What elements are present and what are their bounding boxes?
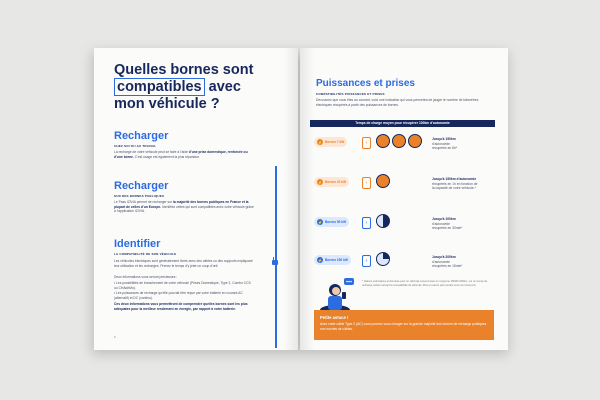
right-gutter-shade (300, 48, 314, 350)
identify-heading: Identifier (114, 238, 161, 250)
identify-bullet-2: • Les puissances de recharge qu’elle pouvait être reçue par votre batterie en courant AC (alternatif) et DC (continu). (114, 291, 243, 300)
identify-paragraph-3: Ces deux informations vous permettront de comprendre quelles bornes sont les plus adéquates pour la meilleur rendement en énergie, par rapport à votre batterie. (114, 302, 248, 311)
clock-group (376, 134, 422, 148)
section-1-heading: Recharger (114, 130, 169, 142)
section-2-text: Le Pass IZIVIA permet de recharger sur la majorité des bornes publiques en France et la plupart de celles d’un Europe. Identifiez celles qui sont compatibles avec votre véhicule grâce à l’application IZIVIA. (114, 200, 254, 214)
clock-group (376, 214, 390, 228)
clock-icon (376, 214, 390, 228)
clock-group (376, 252, 390, 266)
footnote: * Valeurs estimatives et données pour un véhicule consommant en moyenne 15kWh/100km, sur un temps de recharge variant suivant la compatibilité du véhicule. Plus en savoir plus rendez-vous sur izivia.com (362, 280, 488, 287)
chevron-right-icon: › (362, 177, 371, 189)
person-with-phone-illustration (318, 276, 356, 312)
chevron-right-icon: › (362, 137, 371, 149)
charge-time-bar: Temps de charge moyen pour récupérer 100km d’autonomie (310, 120, 495, 127)
bolt-icon: ⚡ (317, 257, 323, 263)
title-line-2-rest: avec (208, 79, 241, 95)
left-page (94, 48, 298, 350)
chevron-right-icon: › (362, 255, 371, 267)
section-1-kicker: CHEZ SOI OU AU TRAVAIL (114, 144, 157, 148)
power-row-22kw (314, 172, 494, 194)
clock-icon (376, 134, 390, 148)
right-heading: Puissances et prises (316, 78, 415, 89)
bolt-icon: ⚡ (317, 219, 323, 225)
tag-150kw: ⚡ Bornes 150 kW (314, 255, 351, 265)
row-7kw-text: Jusqu’à 150km d’autonomie récupérés en 6h* (432, 137, 458, 151)
right-intro: Découvrez que vous êtes au courant, voici une indication qui vous permettra de jauger le nombre de kilomètres électriques récupérés à partir des puissances de bornes. (316, 98, 479, 107)
clock-icon (376, 252, 390, 266)
bolt-icon: ⚡ (317, 179, 323, 185)
right-kicker: COMPATIBILITÉS PUISSANCES ET PRISES (316, 92, 385, 96)
power-row-150kw (314, 250, 494, 272)
tip-title: Petite astuce ! (320, 315, 349, 320)
tip-text: Avec votre câble Type 2 (AC) vous pourrez vous charger sur la grande majorité des bornes de recharge publiques non munies de câbles. (320, 322, 487, 331)
row-22kw-text: Jusqu’à 150km d’autonomie récupérés en 1h en fonction de la capacité de votre véhicule.* (432, 177, 478, 191)
title-line-3: mon véhicule ? (114, 96, 220, 112)
chevron-right-icon: › (362, 217, 371, 229)
tag-50kw: ⚡ Bornes 50 kW (314, 217, 349, 227)
right-page (300, 48, 508, 350)
row-50kw-text: Jusqu’à 100km d’autonomie récupérés en 30min* (432, 217, 463, 231)
identify-kicker: LA COMPATIBILITÉ DE SON VÉHICULE (114, 252, 177, 256)
title-boxed-word: compatibles (114, 78, 205, 96)
tag-7kw: ⚡ Bornes 7 kW (314, 137, 347, 147)
power-row-7kw (314, 132, 494, 154)
right-page-number: 7 (492, 335, 494, 339)
section-2-heading: Recharger (114, 180, 169, 192)
identify-paragraph-2: Deux informations vous seront précieuses : (114, 275, 178, 279)
bolt-icon: ⚡ (317, 139, 323, 145)
title-line-1: Quelles bornes sont (114, 62, 254, 78)
page-title (114, 62, 289, 113)
identify-paragraph-1: Les véhicules électriques sont généralement livrés avec des câbles ou des supports expliquant leur utilisation et les recharges. Prenez le temps d’y jeter un coup d’œil. (114, 259, 253, 268)
identify-bullet-1: • Les possibilités de branchement de votre véhicule (Prises Domestique, Type 2, Combo CCS ou CHAdeMo). (114, 281, 251, 290)
plug-icon (270, 257, 280, 266)
clock-icon (392, 134, 406, 148)
tip-callout (314, 310, 494, 340)
power-row-50kw (314, 212, 494, 234)
tag-22kw: ⚡ Bornes 22 kW (314, 177, 349, 187)
row-150kw-text: Jusqu’à 200km d’autonomie récupérés en 15min* (432, 255, 463, 269)
clock-group (376, 174, 390, 188)
section-2-kicker: SUR DES BORNES PUBLIQUES (114, 194, 165, 198)
clock-icon (408, 134, 422, 148)
clock-icon (376, 174, 390, 188)
section-1-text: La recharge de votre véhicule peut se faire à l’aide d’une prise domestique, renforcée ou d’une borne. C’est usage est également la plus répandue. (114, 150, 248, 159)
left-page-number: 6 (114, 335, 116, 339)
